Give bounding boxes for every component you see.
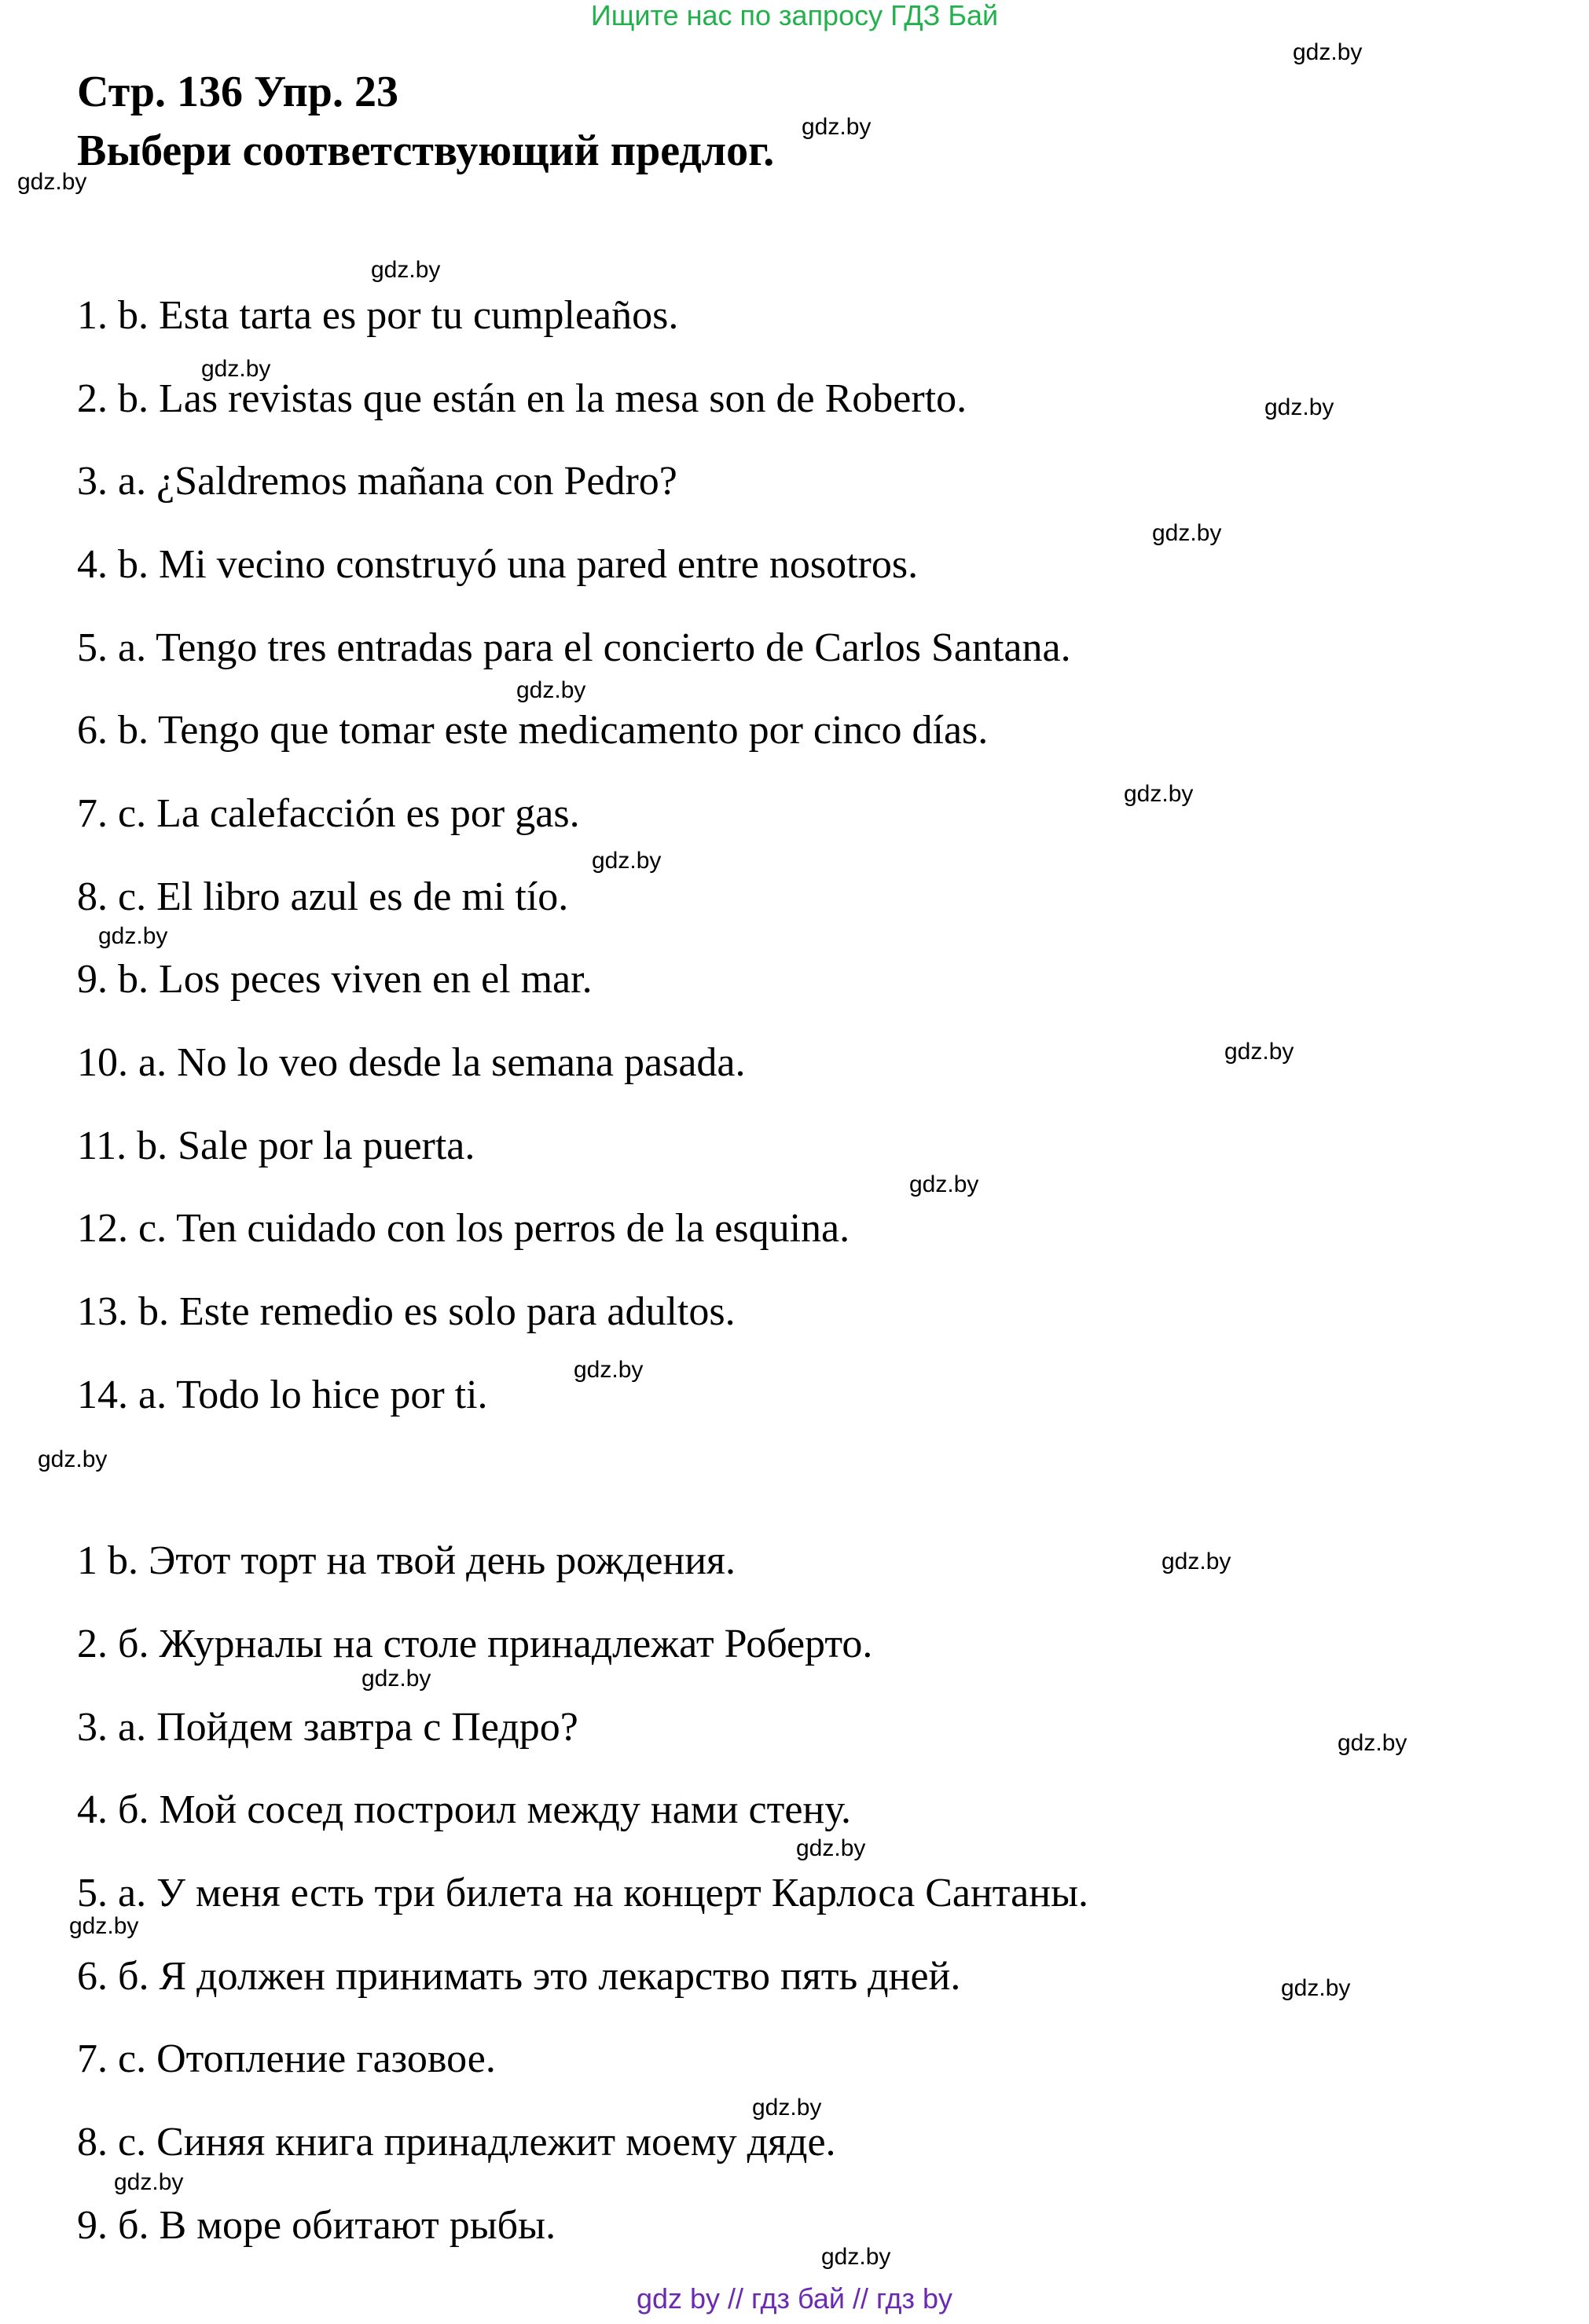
watermark: gdz.by	[69, 1913, 139, 1939]
watermark: gdz.by	[371, 257, 441, 283]
answer-line: 5. a. Tengo tres entradas para el concierto de Carlos Santana.	[77, 625, 1071, 670]
answer-line: 9. b. Los peces viven en el mar.	[77, 957, 593, 1002]
translation-line: 7. с. Отопление газовое.	[77, 2036, 496, 2081]
answer-line: 1. b. Esta tarta es por tu cumpleaños.	[77, 293, 679, 338]
translation-line: 5. а. У меня есть три билета на концерт Карлоса Сантаны.	[77, 1871, 1088, 1915]
answer-line: 4. b. Mi vecino construyó una pared entre nosotros.	[77, 542, 919, 587]
watermark: gdz.by	[574, 1357, 644, 1383]
watermark: gdz.by	[1281, 1975, 1351, 2001]
watermark: gdz.by	[802, 114, 872, 140]
exercise-instruction: Выбери соответствующий предлог.	[77, 126, 775, 175]
answer-line: 3. a. ¿Saldremos mañana con Pedro?	[77, 459, 677, 504]
watermark: gdz.by	[516, 677, 586, 703]
answer-line: 11. b. Sale por la puerta.	[77, 1124, 475, 1168]
translation-line: 4. б. Мой сосед построил между нами стену.	[77, 1787, 852, 1832]
translation-line: 3. а. Пойдем завтра с Педро?	[77, 1705, 578, 1750]
answer-line: 14. a. Todo lo hice por ti.	[77, 1373, 488, 1417]
watermark: gdz.by	[1161, 1549, 1231, 1574]
translation-line: 1 b. Этот торт на твой день рождения.	[77, 1538, 736, 1583]
answer-line: 10. a. No lo veo desde la semana pasada.	[77, 1040, 746, 1085]
watermark: gdz.by	[1338, 1730, 1407, 1756]
watermark: gdz.by	[1224, 1039, 1294, 1065]
watermark: gdz.by	[361, 1666, 431, 1692]
watermark: gdz.by	[38, 1446, 108, 1472]
answer-line: 12. c. Ten cuidado con los perros de la esquina.	[77, 1206, 850, 1251]
watermark: gdz.by	[114, 2169, 184, 2195]
watermark: gdz.by	[98, 923, 168, 949]
translation-line: 8. с. Синяя книга принадлежит моему дяде.	[77, 2120, 836, 2165]
watermark: gdz.by	[909, 1171, 979, 1197]
watermark: gdz.by	[17, 169, 87, 195]
watermark: gdz.by	[821, 2244, 891, 2270]
translation-line: 6. б. Я должен принимать это лекарство пять дней.	[77, 1954, 961, 1999]
watermark: gdz.by	[201, 356, 271, 382]
watermark: gdz.by	[1124, 781, 1194, 807]
translation-line: 9. б. В море обитают рыбы.	[77, 2203, 556, 2248]
watermark: gdz.by	[752, 2095, 822, 2121]
watermark: gdz.by	[1152, 520, 1222, 546]
answer-line: 8. c. El libro azul es de mi tío.	[77, 874, 569, 919]
watermark: gdz.by	[1264, 394, 1334, 420]
answer-line: 6. b. Tengo que tomar este medicamento por cinco días.	[77, 708, 989, 753]
page-title: Стр. 136 Упр. 23	[77, 68, 398, 116]
answer-line: 7. c. La calefacción es por gas.	[77, 791, 580, 836]
watermark: gdz.by	[796, 1835, 866, 1861]
watermark: gdz.by	[1293, 39, 1363, 65]
search-banner: Ищите нас по запросу ГДЗ Бай	[590, 0, 999, 31]
footer-links: gdz by // гдз бай // гдз by	[636, 2282, 953, 2315]
watermark: gdz.by	[592, 848, 662, 874]
translation-line: 2. б. Журналы на столе принадлежат Роберто.	[77, 1622, 873, 1666]
answer-line: 2. b. Las revistas que están en la mesa son de Roberto.	[77, 376, 967, 421]
answer-line: 13. b. Este remedio es solo para adultos.	[77, 1289, 736, 1334]
